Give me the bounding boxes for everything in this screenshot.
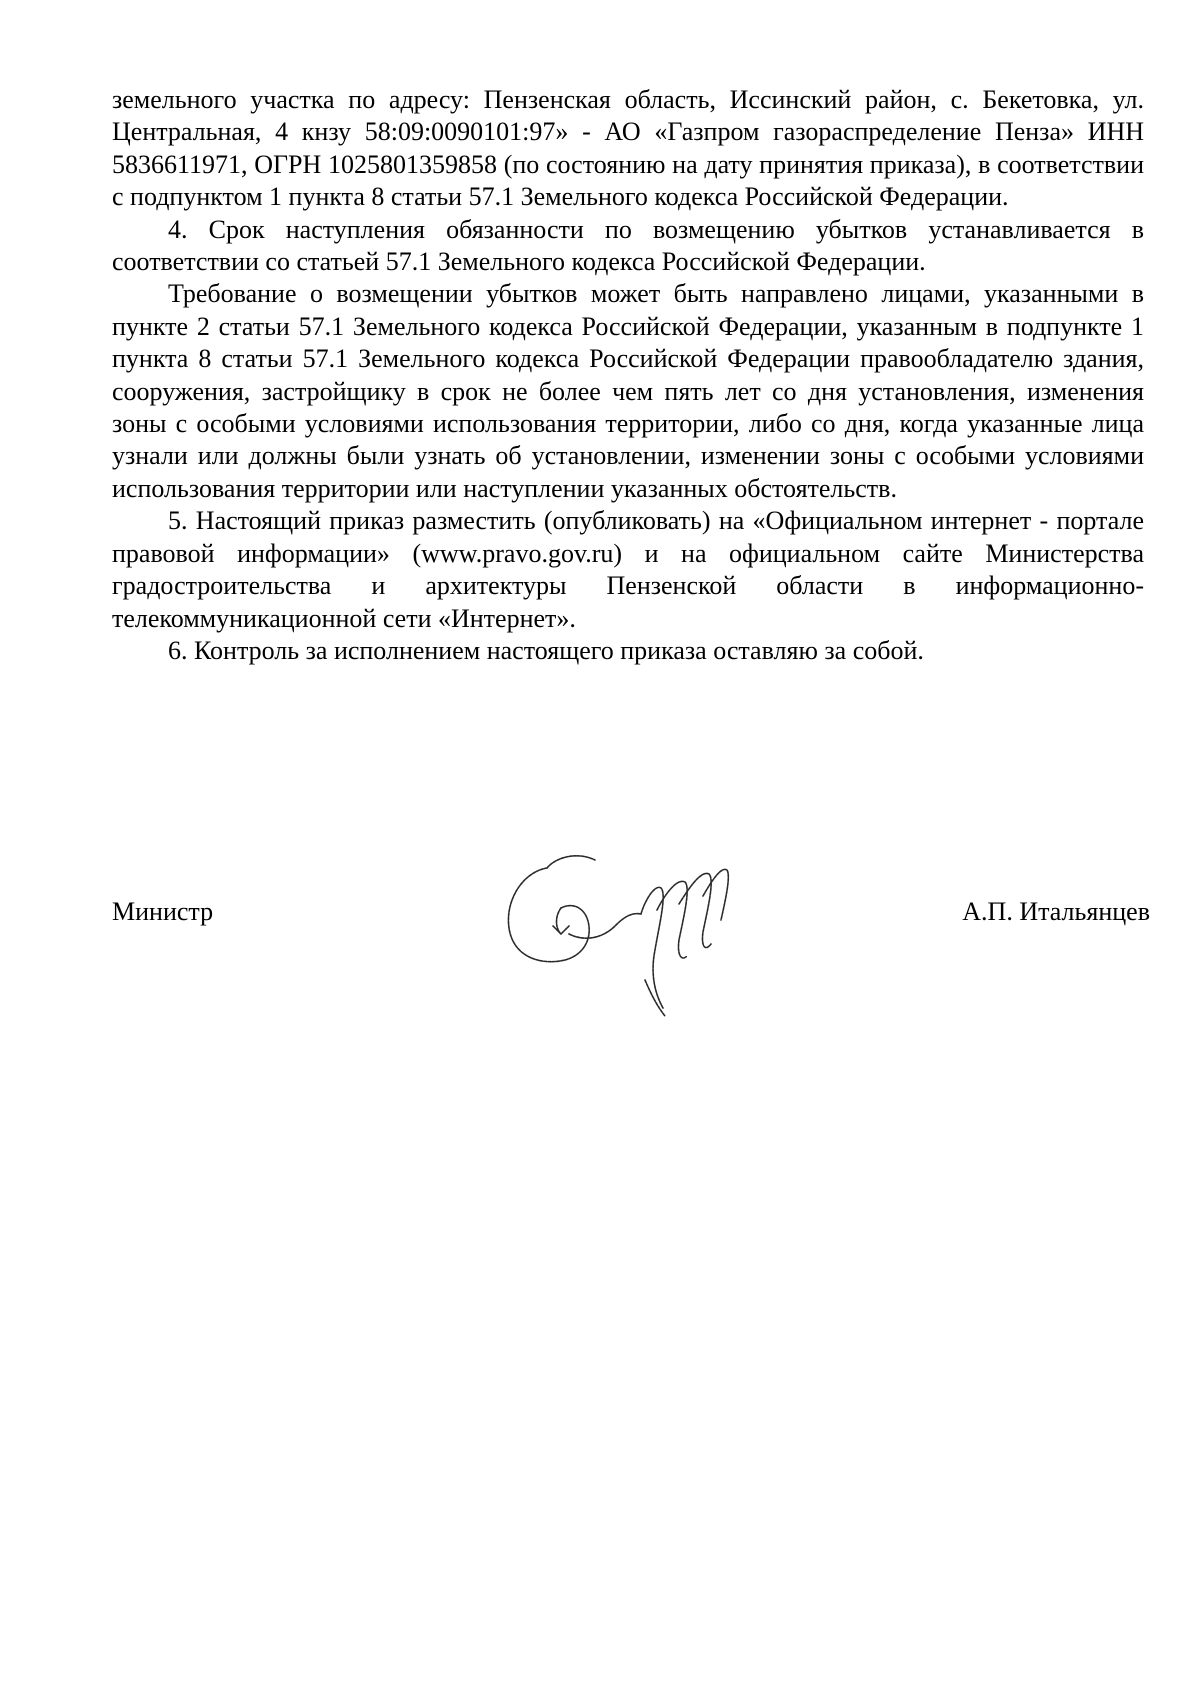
paragraph-claim-requirement: Требование о возмещении убытков может быть направлено лицами, указанными в пункте 2 статьи 57.1 Земельного кодекса Российской Федерации, указанным в подпункте 1 пункта 8 статьи 57.1 Земельного кодекса Российской Федерации правообладателю здания, сооружения, застройщику в срок не более чем пять лет со дня установления, изменения зоны с особыми условиями использования территории, либо со дня, когда указанные лица узнали или должны были узнать об установлении, изменении зоны с особыми условиями использования территории или наступлении указанных обстоятельств. (112, 279, 1144, 503)
paragraph-item-6: 6. Контроль за исполнением настоящего приказа оставляю за собой. (168, 635, 924, 665)
paragraph-item-4: 4. Срок наступления обязанности по возмещению убытков устанавливается в соответствии со статьей 57.1 Земельного кодекса Российской Федерации. (112, 214, 1144, 277)
paragraph-continuation: земельного участка по адресу: Пензенская область, Иссинский район, с. Бекетовка, ул. Центральная, 4 кнзу 58:09:0090101:97» - АО «Газпром газораспределение Пенза» ИНН 5836611971, ОГРН 1025801359858 (по состоянию на дату принятия приказа), в соответствии с подпунктом 1 пункта 8 статьи 57.1 Земельного кодекса Российской Федерации. (112, 85, 1144, 212)
signer-name: А.П. Итальянцев (962, 897, 1150, 926)
paragraph-item-5: 5. Настоящий приказ разместить (опубликовать) на «Официальном интернет - портале правовой информации» (www.pravo.gov.ru) и на официальном сайте Министерства градостроительства и архитектуры Пензенской области в информационно-телекоммуникационной сети «Интернет». (112, 506, 1144, 633)
signer-position: Министр (112, 897, 214, 926)
handwritten-signature-icon (495, 830, 775, 1020)
document-body (112, 84, 1144, 667)
